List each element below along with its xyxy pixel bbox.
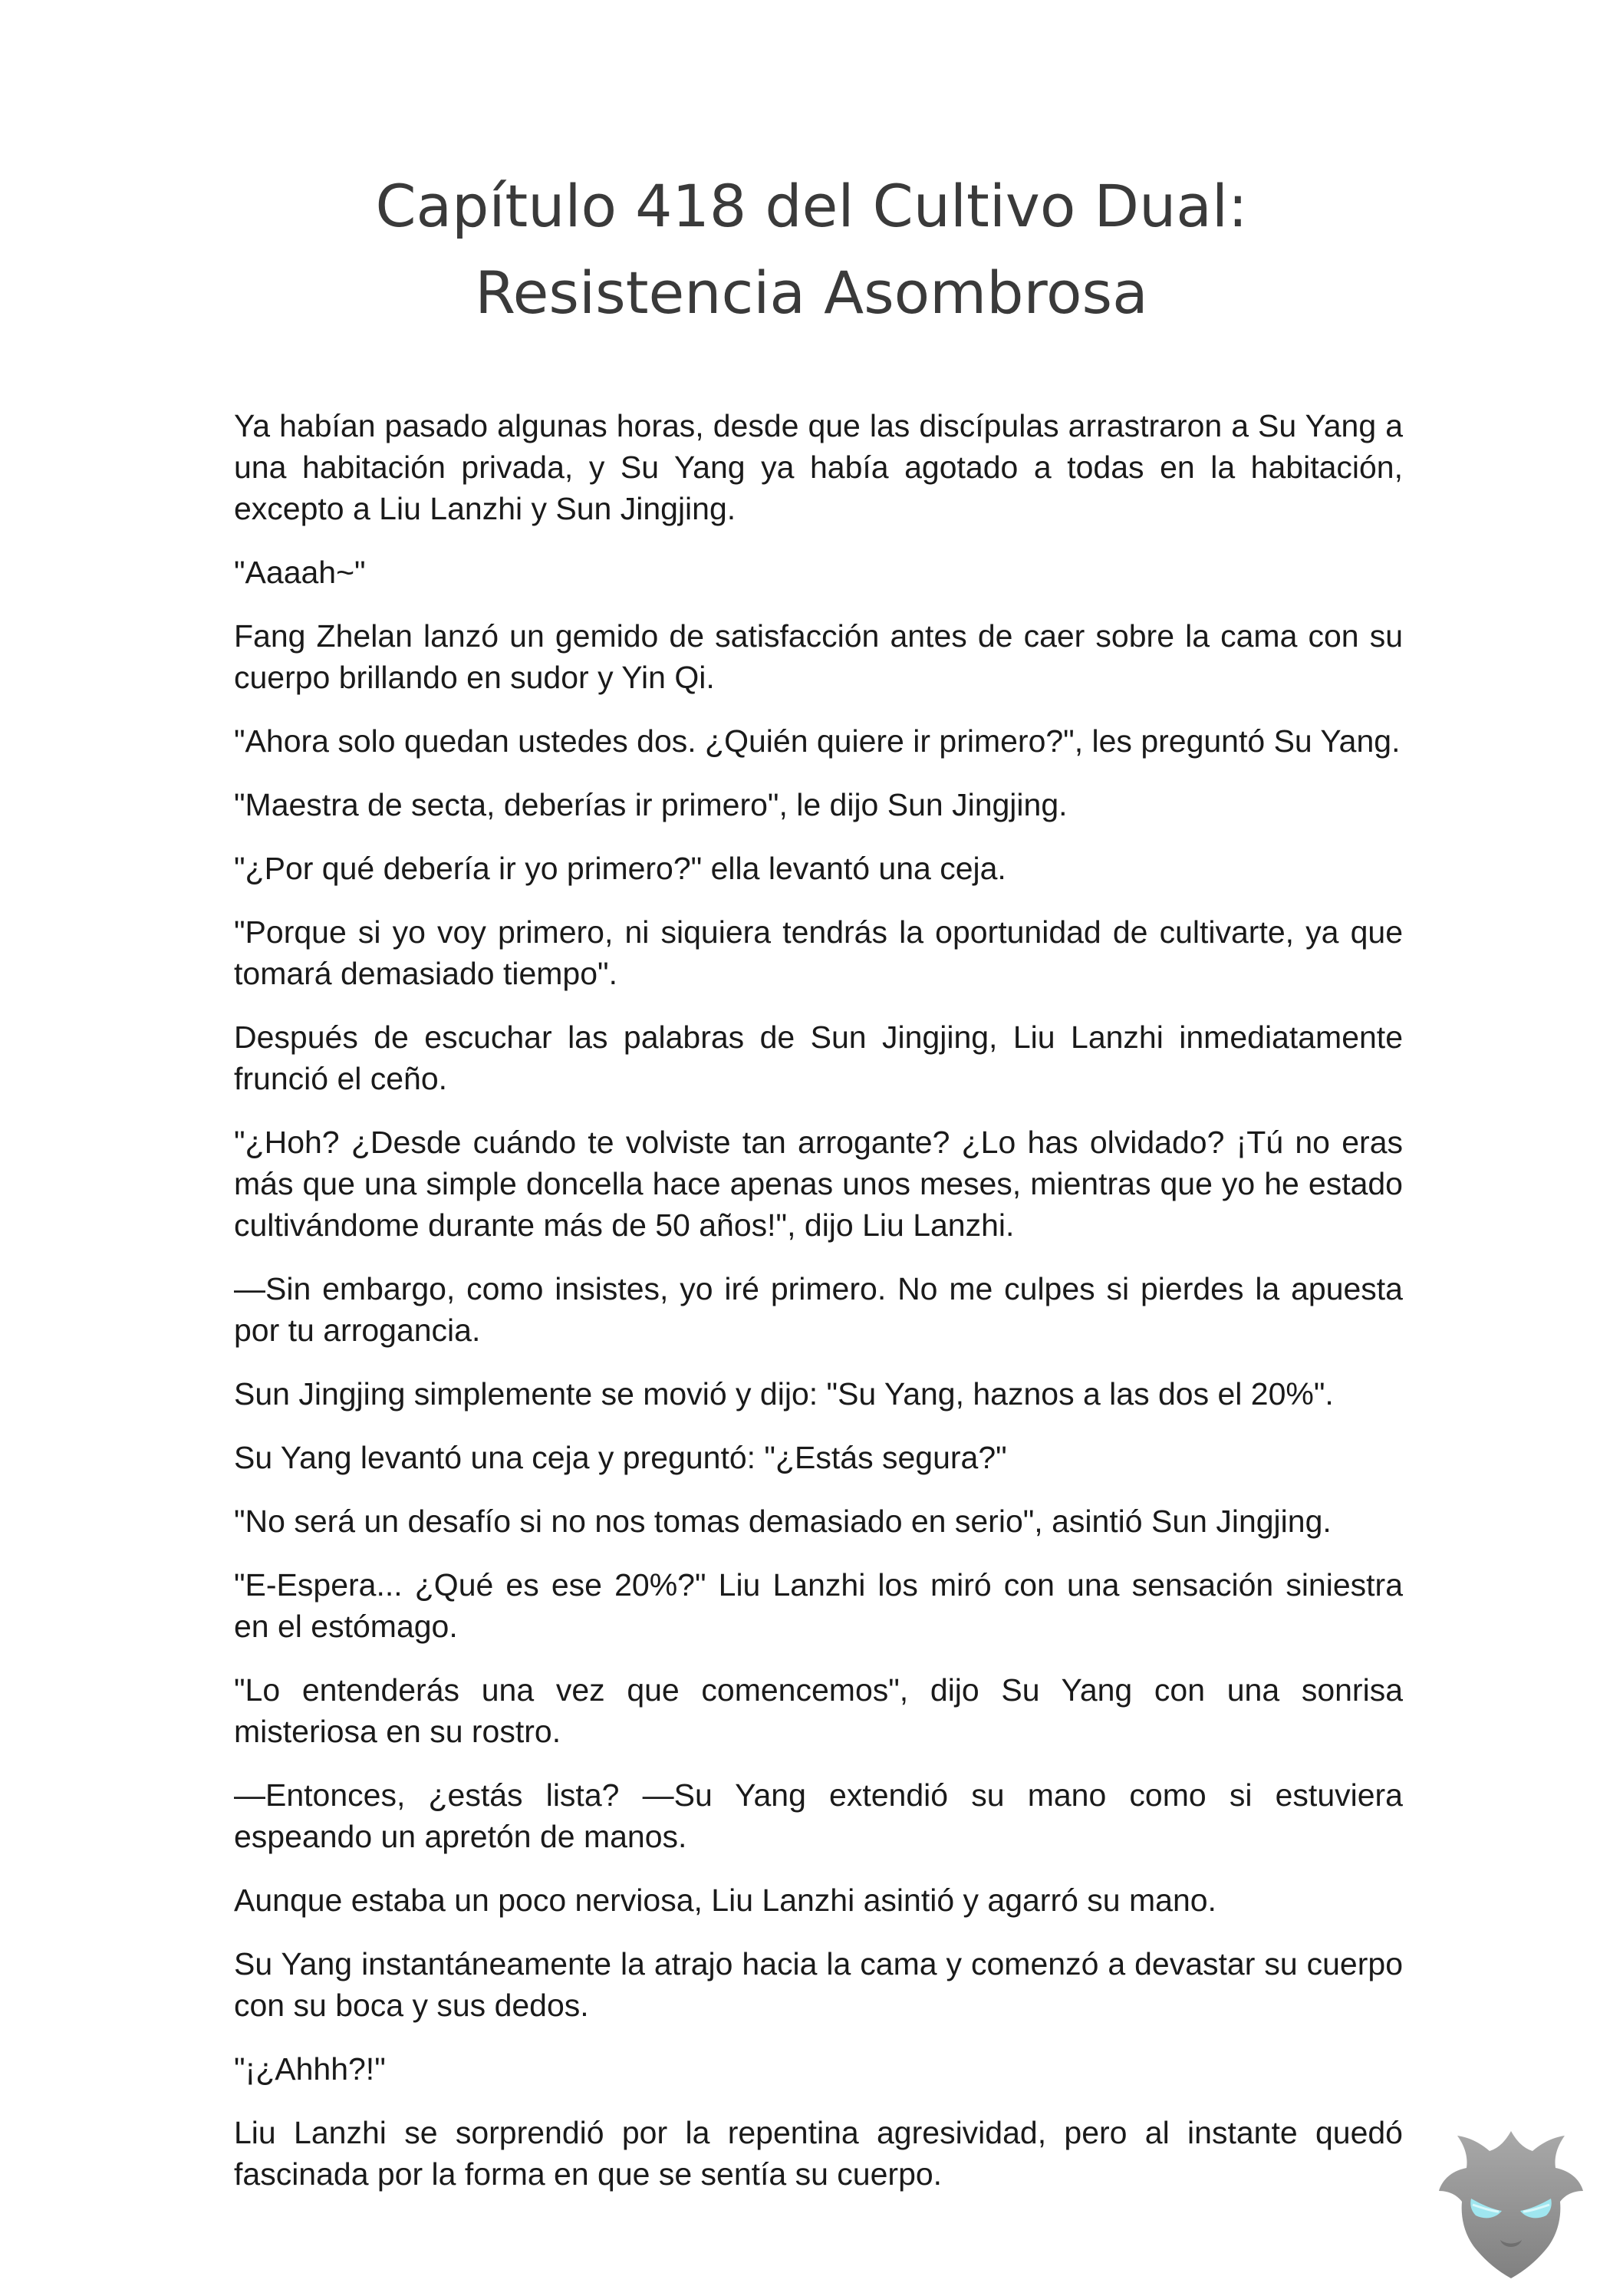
paragraph: "No será un desafío si no nos tomas demasiado en serio", asintió Sun Jingjing.: [234, 1504, 1332, 1539]
paragraph: Fang Zhelan lanzó un gemido de satisfacción antes de caer sobre la cama con su cuerpo brillando en sudor y Yin Qi.: [234, 618, 1403, 695]
paragraph: "¿Hoh? ¿Desde cuándo te volviste tan arrogante? ¿Lo has olvidado? ¡Tú no eras más que una simple doncella hace apenas unos meses, mientras que yo he estado cultivándome durante más de 50 años!", dijo Liu Lanzhi.: [234, 1125, 1403, 1243]
paragraph: "Maestra de secta, deberías ir primero", le dijo Sun Jingjing.: [234, 787, 1068, 822]
paragraph: "Lo entenderás una vez que comencemos", dijo Su Yang con una sonrisa misteriosa en su rostro.: [234, 1672, 1403, 1749]
paragraph: "¿Por qué debería ir yo primero?" ella levantó una ceja.: [234, 851, 1006, 886]
paragraph: "E-Espera... ¿Qué es ese 20%?" Liu Lanzhi los miró con una sensación siniestra en el estómago.: [234, 1567, 1403, 1644]
paragraph: Sun Jingjing simplemente se movió y dijo: "Su Yang, haznos a las dos el 20%".: [234, 1376, 1334, 1412]
title-line-1: Capítulo 418 del Cultivo Dual:: [375, 172, 1248, 240]
paragraph: Liu Lanzhi se sorprendió por la repentina agresividad, pero al instante quedó fascinada por la forma en que se sentía su cuerpo.: [234, 2115, 1403, 2192]
paragraph: Su Yang levantó una ceja y preguntó: "¿Estás segura?": [234, 1440, 1007, 1475]
paragraph: "Porque si yo voy primero, ni siquiera tendrás la oportunidad de cultivarte, ya que tomará demasiado tiempo".: [234, 914, 1403, 991]
paragraph: Su Yang instantáneamente la atrajo hacia la cama y comenzó a devastar su cuerpo con su boca y sus dedos.: [234, 1946, 1403, 2023]
paragraph: "¡¿Ahhh?!": [234, 2051, 386, 2087]
paragraph: —Entonces, ¿estás lista? —Su Yang extendió su mano como si estuviera espeando un apretón de manos.: [234, 1777, 1403, 1854]
demon-head-logo-icon: [1434, 2125, 1588, 2282]
paragraph: "Aaaah~": [234, 555, 366, 590]
page-title: [0, 163, 1623, 336]
title-line-2: Resistencia Asombrosa: [475, 259, 1148, 327]
body-text: [234, 405, 1403, 2217]
paragraph: —Sin embargo, como insistes, yo iré primero. No me culpes si pierdes la apuesta por tu arrogancia.: [234, 1271, 1403, 1348]
paragraph: Después de escuchar las palabras de Sun Jingjing, Liu Lanzhi inmediatamente frunció el ceño.: [234, 1020, 1403, 1096]
paragraph: "Ahora solo quedan ustedes dos. ¿Quién quiere ir primero?", les preguntó Su Yang.: [234, 723, 1401, 759]
paragraph: Ya habían pasado algunas horas, desde que las discípulas arrastraron a Su Yang a una habitación privada, y Su Yang ya había agotado a todas en la habitación, excepto a Liu Lanzhi y Sun Jingjing.: [234, 408, 1403, 526]
paragraph: Aunque estaba un poco nerviosa, Liu Lanzhi asintió y agarró su mano.: [234, 1883, 1216, 1918]
